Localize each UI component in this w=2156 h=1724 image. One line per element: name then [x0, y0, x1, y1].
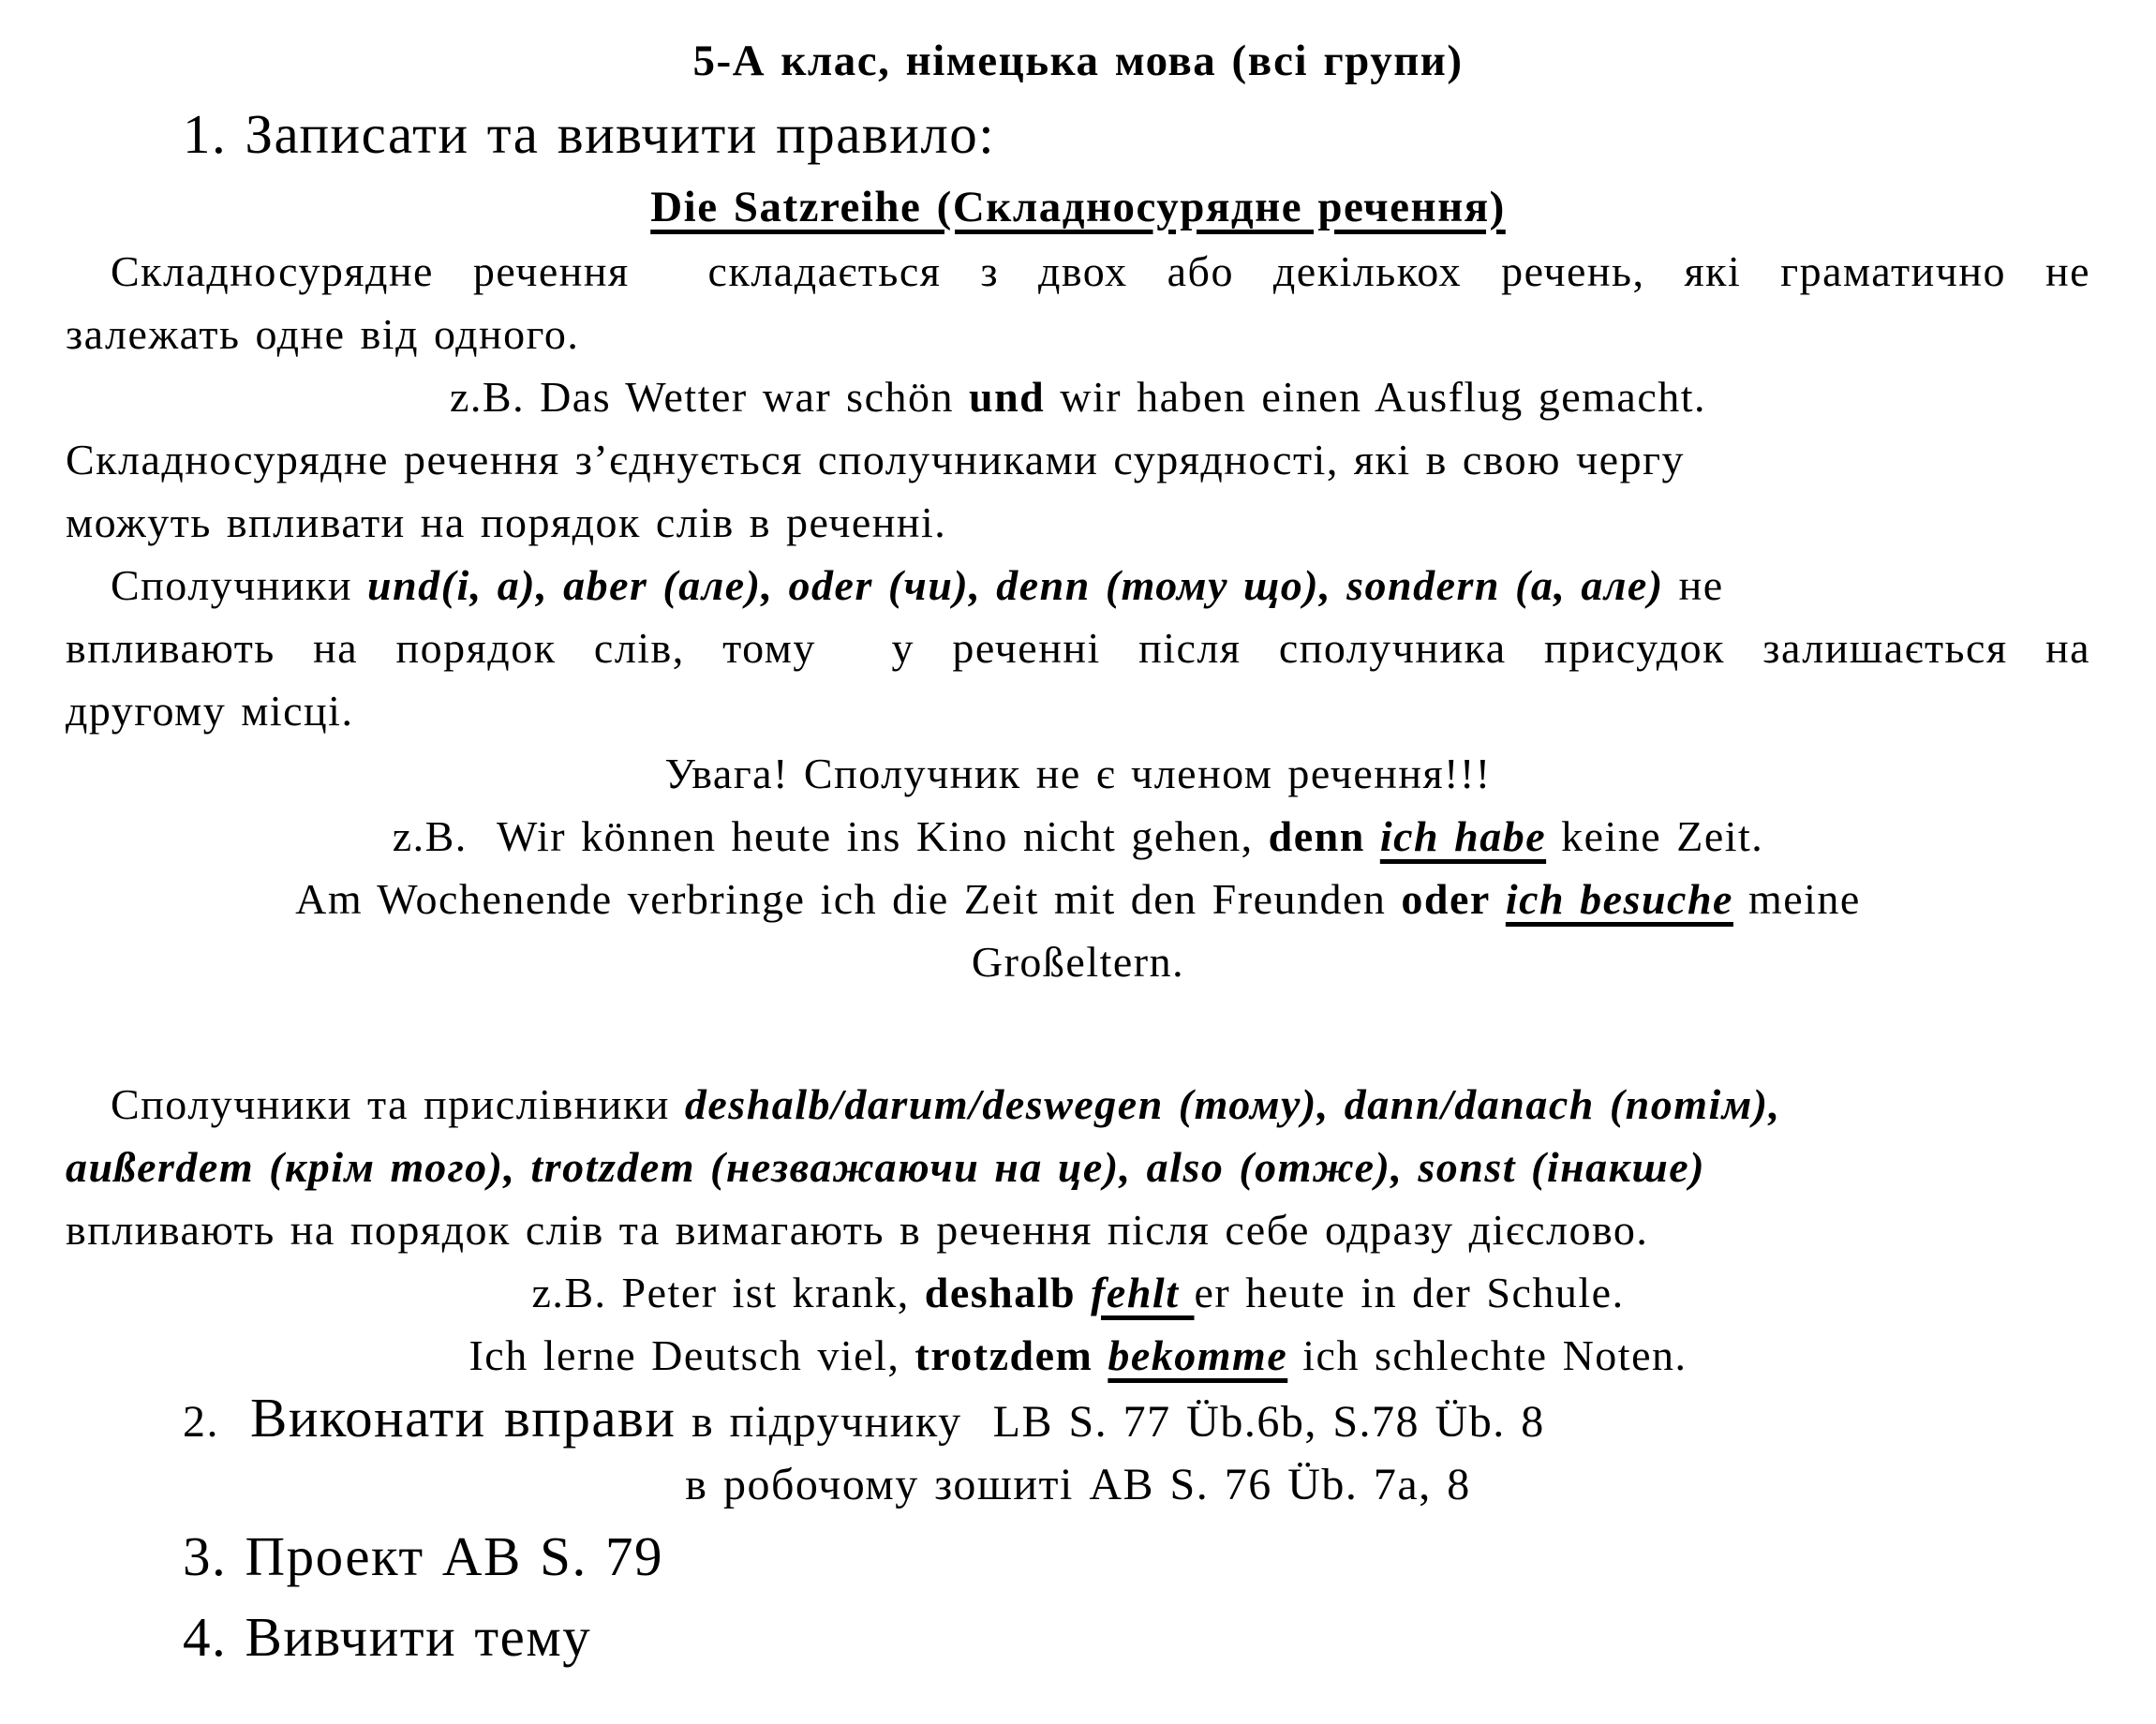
- text-segment: deshalb/darum/deswegen (тому), dann/danach (потім),: [684, 1080, 1781, 1128]
- task-1: [183, 94, 2090, 174]
- rule-title-text: Die Satzreihe (Складносурядне речення): [650, 183, 1506, 231]
- text-segment: в робочому зошиті AB S. 76 Üb. 7a, 8: [685, 1460, 1471, 1509]
- text-segment: Am Wochenende verbringe ich die Zeit mit den Freunden: [295, 875, 1402, 923]
- rule-text-line: [66, 1136, 2090, 1198]
- attention-line: [66, 742, 2090, 805]
- task-2-continued: [66, 1453, 2090, 1516]
- text-segment: z.B. Das Wetter war schön: [449, 373, 969, 421]
- text-segment: bekomme: [1108, 1331, 1288, 1379]
- rule-text-line: [66, 617, 2090, 679]
- text-segment: wir haben einen Ausflug gemacht.: [1045, 373, 1707, 421]
- text-segment: und: [969, 373, 1046, 421]
- example-line: [66, 1261, 2090, 1324]
- text-segment: z.B. Peter ist krank,: [531, 1269, 925, 1316]
- text-segment: außerdem (крім того), trotzdem (незважаючи на це), also (отже), sonst (інакше): [66, 1143, 1706, 1191]
- text-segment: er heute in der Schule.: [1194, 1269, 1625, 1316]
- rule-text-line: [66, 679, 2090, 742]
- text-segment: 2.: [183, 1397, 250, 1447]
- rule-text-line: [66, 303, 2090, 365]
- rule-text-line: [66, 1073, 2090, 1136]
- text-segment: Сполучники: [111, 561, 367, 609]
- text-segment: deshalb: [924, 1269, 1077, 1316]
- text-segment: [1076, 1269, 1091, 1316]
- text-segment: Складносурядне речення з’єднується сполучниками сурядності, які в свою чергу: [66, 436, 1685, 483]
- class-header-text: 5-А клас, німецька мова (всі групи): [692, 37, 1464, 85]
- text-segment: Großeltern.: [971, 938, 1185, 986]
- example-line: [66, 930, 2090, 993]
- text-segment: Сполучники та прислівники: [111, 1080, 685, 1128]
- example-line: [66, 365, 2090, 428]
- text-segment: Ich lerne Deutsch viel,: [468, 1331, 915, 1379]
- example-line: [66, 868, 2090, 930]
- task-3: [183, 1516, 2090, 1597]
- rule-text-line: [66, 1198, 2090, 1261]
- rule-title: [66, 174, 2090, 240]
- text-segment: ich besuche: [1505, 875, 1733, 923]
- rule-text-line: [66, 491, 2090, 554]
- text-segment: Увага! Сполучник не є членом речення!!!: [664, 750, 1492, 797]
- text-segment: 3. Проект AB S. 79: [183, 1525, 663, 1587]
- text-segment: trotzdem: [914, 1331, 1093, 1379]
- text-segment: 4. Вивчити тему: [183, 1606, 592, 1668]
- text-segment: [1093, 1331, 1108, 1379]
- text-segment: und(і, а), aber (але), oder (чи), denn (тому що), sondern (а, але): [366, 561, 1664, 609]
- text-segment: ich habe: [1379, 812, 1547, 860]
- text-segment: в підручнику LB S. 77 Üb.6b, S.78 Üb. 8: [676, 1397, 1545, 1447]
- text-segment: [1491, 875, 1506, 923]
- text-segment: впливають на порядок слів та вимагають в речення після себе одразу дієслово.: [66, 1206, 1649, 1254]
- text-segment: не: [1663, 561, 1724, 609]
- text-segment: впливають на порядок слів, тому у реченні після сполучника присудок залишається на: [66, 624, 2090, 672]
- text-segment: ich schlechte Noten.: [1287, 1331, 1688, 1379]
- rule-text-line: [66, 240, 2090, 303]
- text-segment: z.B. Wir können heute ins Kino nicht gehen,: [392, 812, 1269, 860]
- text-segment: [1365, 812, 1380, 860]
- text-segment: meine: [1732, 875, 1861, 923]
- text-segment: Виконати вправи: [250, 1387, 677, 1449]
- task-4: [183, 1597, 2090, 1677]
- text-segment: denn: [1268, 812, 1365, 860]
- rule-text-line: [66, 428, 2090, 491]
- example-line: [66, 805, 2090, 868]
- text-segment: другому місці.: [66, 687, 354, 735]
- text-segment: залежать одне від одного.: [66, 310, 580, 358]
- text-segment: Складносурядне речення складається з двох або декількох речень, які граматично не: [111, 247, 2090, 295]
- task-1-text: 1. Записати та вивчити правило:: [183, 103, 996, 165]
- text-segment: oder: [1401, 875, 1491, 923]
- text-segment: можуть впливати на порядок слів в реченні.: [66, 498, 947, 546]
- text-segment: fehlt: [1091, 1269, 1195, 1316]
- text-segment: keine Zeit.: [1546, 812, 1764, 860]
- paragraph-gap: [66, 993, 2090, 1073]
- example-line: [66, 1324, 2090, 1387]
- task-2: [183, 1387, 2090, 1453]
- class-header: [66, 28, 2090, 94]
- rule-text-line: [66, 554, 2090, 617]
